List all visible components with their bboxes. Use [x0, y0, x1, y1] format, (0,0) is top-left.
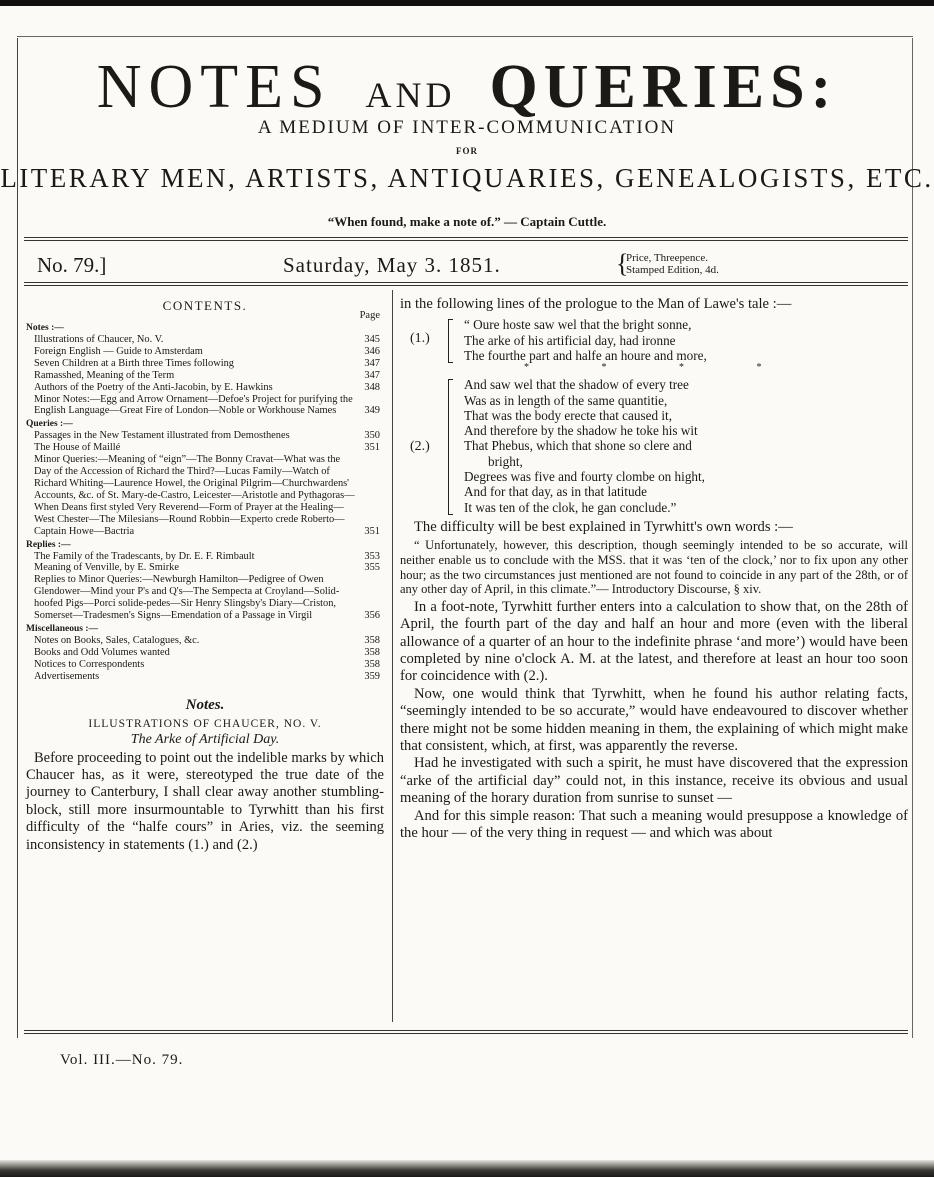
verse-quote-1 [410, 317, 908, 374]
toc-item-text: The Family of the Tradescants, by Dr. E. F. Rimbault [34, 550, 255, 562]
rule-above-issue-2 [24, 240, 908, 241]
toc-item-text: Advertisements [34, 670, 100, 682]
article-subtitle: The Arke of Artificial Day. [130, 731, 280, 747]
verse-brace [448, 319, 453, 363]
toc-item-text: The House of Maillé [34, 442, 121, 454]
toc-item-page: 358 [364, 658, 380, 670]
toc-item [26, 358, 384, 370]
verse-line: bright, [488, 453, 523, 469]
toc-section-heading: Replies :— [26, 539, 71, 550]
column-divider [392, 290, 393, 1022]
verse-line: It was ten of the clok, he gan conclude.” [464, 499, 677, 515]
toc-item [26, 430, 384, 442]
title-queries: QUERIES: [489, 53, 838, 121]
verse-line: “ Oure hoste saw wel that the bright sonne, [464, 317, 692, 333]
verse-line: That was the body erecte that caused it, [464, 407, 672, 423]
rule-bottom [24, 1030, 908, 1031]
masthead-title [0, 52, 934, 123]
toc-item-page: 358 [364, 634, 380, 646]
toc-item-text: Passages in the New Testament illustrated from Demosthenes [34, 430, 290, 442]
right-column [400, 296, 908, 842]
rule-above-issue [24, 237, 908, 238]
toc-item [26, 574, 384, 622]
contents-title: CONTENTS. [162, 298, 248, 313]
article-paragraph: The difficulty will be best explained in Tyrwhitt's own words :— [414, 518, 793, 535]
toc-item-text: Foreign English — Guide to Amsterdam [34, 345, 203, 357]
page-top-edge [0, 0, 934, 6]
verse-line: Was as in length of the same quantitie, [464, 392, 668, 408]
toc-item-page: 356 [364, 610, 380, 622]
page-bottom-edge [0, 1160, 934, 1177]
article-paragraph: And for this simple reason: That such a meaning would presuppose a knowledge of the hour — of the very thing in request — and which was about [400, 807, 908, 842]
toc-item-page: 353 [364, 550, 380, 562]
toc-item [26, 370, 384, 382]
issue-date: Saturday, May 3. 1851. [283, 253, 501, 277]
toc-item-page: 347 [364, 357, 380, 369]
toc-item [26, 635, 384, 647]
masthead-subtitle: A MEDIUM OF INTER-COMMUNICATION [257, 117, 677, 138]
toc-item [26, 454, 384, 537]
toc-item-page: 350 [364, 430, 380, 442]
article-paragraph: In a foot-note, Tyrwhitt further enters into a calculation to show that, on the 28th of April, the fourth part of the day and half an hour and more (even with the liberal allowance of a quarter of an hour to the indefinite phrase ‘and more’) would have been completed by nine o'clock A. M. at the latest, and therefore at least an hour too soon for coincidence with (2.). [400, 598, 908, 685]
toc-item-text: Books and Odd Volumes wanted [34, 646, 170, 658]
verse-quote-2 [410, 377, 908, 515]
frame-top-rule [17, 36, 913, 37]
toc-item-text: Minor Notes:—Egg and Arrow Ornament—Defoe's Project for purifying the English Language—Great Fire of London—Noble or Workhouse Names [34, 393, 353, 417]
article-paragraph: Now, one would think that Tyrwhitt, when he found his author relating facts, “seemingly intended to be so accurate,” would have endeavoured to discover whether there might not be some hidden meaning in them, the explaining of which might make that consistent, which, at first, was apparently the reverse. [400, 685, 908, 754]
issue-price [626, 252, 719, 276]
title-notes: NOTES [96, 53, 332, 121]
price-brace: { [616, 249, 629, 278]
verse-line: And for that day, as in that latitude [464, 484, 647, 500]
article-paragraph: Before proceeding to point out the indelible marks by which Chaucer has, as it were, stereotyped the true date of the journey to Canterbury, I shall clear away another stumbling-block, still more insurmountable to Tyrwhitt than his first difficulty of the “halfe cours” in Aries, viz. the seeming inconsistency in statements (1.) and (2.) [26, 749, 384, 853]
toc-section-heading: Miscellaneous :— [26, 623, 99, 634]
verse-line: And saw wel that the shadow of every tree [464, 377, 689, 393]
masthead-for: FOR [456, 146, 478, 156]
price-regular: Price, Threepence. [626, 252, 708, 264]
left-column [26, 298, 384, 854]
toc-item [26, 394, 384, 418]
toc-item-page: 355 [364, 562, 380, 574]
verse-label: (1.) [410, 331, 430, 347]
verse-line: The fourthe part and halfe an houre and more, [464, 348, 707, 363]
masthead-audience: LITERARY MEN, ARTISTS, ANTIQUARIES, GENEALOGISTS, ETC. [0, 163, 934, 193]
toc-section-heading: Notes :— [26, 323, 64, 333]
price-stamped: Stamped Edition, 4d. [626, 264, 719, 276]
toc-item-page: 358 [364, 646, 380, 658]
verse-line: The arke of his artificial day, had ironne [464, 332, 676, 348]
title-and: AND [365, 75, 456, 115]
toc-item [26, 671, 384, 683]
contents-page-header: Page [359, 310, 380, 321]
verse-line: And therefore by the shadow he toke his wit [464, 423, 698, 439]
toc-item-text: Ramasshed, Meaning of the Term [34, 369, 175, 381]
toc-section-heading: Queries :— [26, 419, 73, 430]
toc-item-page: 351 [364, 442, 380, 454]
masthead-motto: “When found, make a note of.” — Captain Cuttle. [327, 214, 607, 229]
verse-brace [448, 379, 453, 515]
toc-item [26, 562, 384, 574]
toc-item-page: 349 [364, 405, 380, 417]
toc-item [26, 382, 384, 394]
toc-item-text: Notes on Books, Sales, Catalogues, &c. [34, 634, 200, 646]
verse-line: That Phebus, which that shone so clere and [464, 438, 692, 454]
toc-item-page: 348 [364, 381, 380, 393]
toc-item-page: 359 [364, 670, 380, 682]
toc-item-page: 347 [364, 369, 380, 381]
rule-bottom-2 [24, 1033, 908, 1034]
toc-item-page: 345 [364, 334, 380, 345]
rule-below-issue [24, 282, 908, 283]
article-title: ILLUSTRATIONS OF CHAUCER, NO. V. [88, 717, 322, 730]
verse-label: (2.) [410, 439, 430, 455]
toc-item-text: Seven Children at a Birth three Times following [34, 357, 234, 369]
toc-item-text: Illustrations of Chaucer, No. V. [34, 334, 164, 345]
toc-item-text: Minor Queries:—Meaning of “eign”—The Bonny Cravat—What was the Day of the Accession of Richard the Third?—Lucas Family—Watch of Richard Whiting—Laurence Howel, the Original Pilgrim—Churchwardens' Accounts, &c. of St. Mary-de-Castro, Leicester—Aristotle and Pythagoras—When Deans first styled Very Reverend—Form of Prayer at the Healing—West Chester—The Milesians—Round Robbin—Experto crede Roberto—Captain Howe—Bactria [34, 454, 355, 537]
toc-item [26, 647, 384, 659]
verse-line: Degrees was five and fourty clombe on hight, [464, 469, 705, 485]
toc-item-text: Authors of the Poetry of the Anti-Jacobin, by E. Hawkins [34, 381, 273, 393]
article-paragraph: Had he investigated with such a spirit, he must have discovered that the expression “arke of the artificial day” could not, in this instance, receive its obvious and usual meaning of the horary duration from sunrise to sunset — [400, 755, 908, 807]
notes-section-heading: Notes. [185, 696, 225, 713]
toc-item [26, 346, 384, 358]
tyrwhitt-quotation: “ Unfortunately, however, this description, though seemingly intended to be so accurate, will neither enable us to conclude with the MSS. that it was ‘ten of the clock,’ nor to fix upon any other hour; as the two circumstances just mentioned are not found to coincide in any part of the 28th, or of any other day of April, in this climate.”— Introductory Discourse, § xiv. [400, 538, 908, 597]
rule-below-issue-2 [24, 285, 908, 286]
toc-item [26, 334, 384, 346]
toc-item-text: Replies to Minor Queries:—Newburgh Hamilton—Pedigree of Owen Glendower—Mind your P's and Q's—The Sempecta at Croyland—Solid-hoofed Pigs—Porci solide-pedes—Sir Henry Slingsby's Diary—Criston, Somerset—Tradesmen's Signs—Emendation of a Passage in Virgil [34, 574, 340, 622]
toc-item [26, 659, 384, 671]
toc-item [26, 442, 384, 454]
toc-item-text: Notices to Correspondents [34, 658, 145, 670]
toc-item-page: 351 [364, 525, 380, 537]
toc-item [26, 551, 384, 563]
toc-item-text: Meaning of Venville, by E. Smirke [34, 562, 179, 574]
article-paragraph: in the following lines of the prologue to the Man of Lawe's tale :— [400, 296, 792, 312]
issue-number: No. 79.] [37, 253, 107, 277]
verse-ellipsis: * * * * [524, 362, 797, 374]
toc-item-page: 346 [364, 345, 380, 357]
volume-footer: Vol. III.—No. 79. [60, 1052, 184, 1068]
